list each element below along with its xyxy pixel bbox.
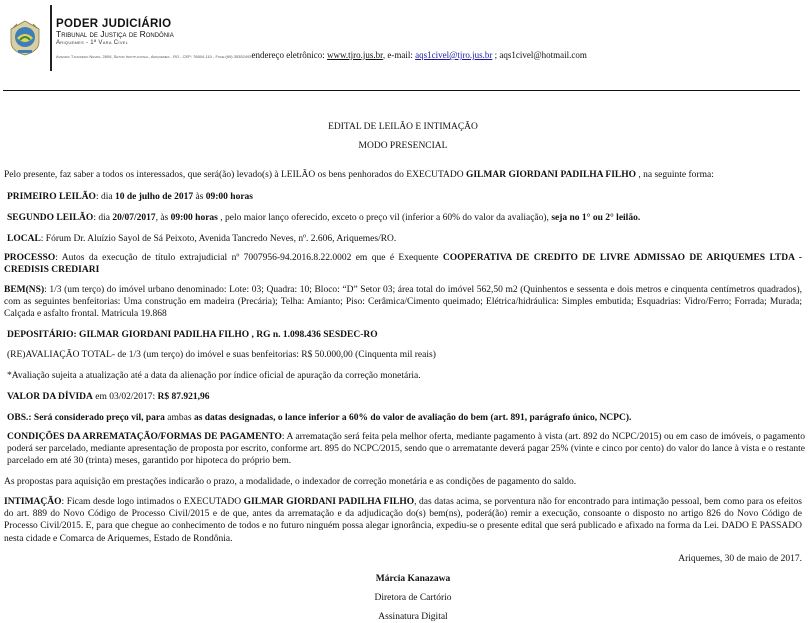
letterhead	[0, 0, 810, 80]
condicoes-paragraph: CONDIÇÕES DA ARREMATAÇÃO/FORMAS DE PAGAMENTO: A arrematação será feita pela melhor oferta, mediante pagamento à vista (art. 892 do NCPC/2015) ou em caso de imóveis, o pagamento poderá ser parcelado, mediante apresentação de proposta por escrito, conforme art. 895 do NCPC/2015, sendo que o arrematante deverá pagar 25% (vinte e cinco por cento) do valor do lance à vista e o restante parcelado em até 30 (trinta) meses, garantido por hipoteca do próprio bem.	[7, 431, 805, 467]
local-paragraph: LOCAL: Fórum Dr. Aluízio Sayol de Sá Peixoto, Avenida Tancredo Neves, nº. 2.606, Ariquemes/RO.	[7, 233, 397, 244]
court-address: Avenida Tancredo Neves, 2606, Setor Institucional, Ariquemes - RO - CEP: 76804-110 - Fone:(69) 35352493	[56, 54, 252, 59]
obs-paragraph: OBS.: Será considerado preço vil, para ambas as datas designadas, o lance inferior a 60% do valor de avaliação do bem (art. 891, parágrafo único, NCPC).	[7, 412, 632, 423]
divida-value: R$ 87.921,96	[157, 391, 210, 402]
exequente-name: COOPERATIVA DE CREDITO DE LIVRE ADMISSAO DE ARIQUEMES LTDA - CREDISIS CREDIARI	[4, 252, 803, 275]
bens-paragraph: BEM(NS): 1/3 (um terço) do imóvel urbano denominado: Lote: 03; Quadra: 10; Bloco: “D” Setor 03; área total do imóvel 562,50 m2 (Quinhentos e sessenta e dois metros e cinquenta centímetros quadrados), com as seguintes benfeitorias: Uma construção em madeira (Precária); Telha: Amianto; Piso: Cerâmica/Cimento queimado; Elétrica/hidráulica: Simples embutida; Esquadrias: Vidro/Ferro; Forrada; Murada; Calçada e asfalto frontal. Matricula 19.868	[4, 284, 802, 320]
primeiro-leilao: PRIMEIRO LEILÃO: dia 10 de julho de 2017 às 09:00 horas	[7, 191, 253, 202]
header-divider	[50, 5, 52, 71]
signer-name: Márcia Kanazawa	[375, 573, 451, 584]
signature-type: Assinatura Digital	[378, 611, 448, 622]
executado-name: GILMAR GIORDANI PADILHA FILHO	[465, 169, 637, 180]
propostas-paragraph: As propostas para aquisição em prestações indicarão o prazo, a modalidade, o indexador de correção monetária e as condições de pagamento do saldo.	[4, 476, 577, 487]
email-label: , e-mail:	[382, 50, 416, 60]
segundo-leilao: SEGUNDO LEILÃO: dia 20/07/2017, às 09:00 horas , pelo maior lanço oferecido, exceto o preço vil (inferior a 60% do valor da avaliação), seja no 1° ou 2° leilão.	[7, 212, 641, 223]
depositario-paragraph: DEPOSITÁRIO: GILMAR GIORDANI PADILHA FILHO , RG n. 1.098.436 SESDEC-RO	[7, 329, 378, 340]
document-title: EDITAL DE LEILÃO E INTIMAÇÃO	[328, 122, 478, 132]
document-subtitle: MODO PRESENCIAL	[358, 141, 448, 151]
institution-name: PODER JUDICIÁRIO	[56, 18, 172, 30]
header-rule	[3, 90, 800, 91]
division-name: Ariquemes - 1ª Vara Cível	[56, 40, 129, 46]
intro-paragraph: Pelo presente, faz saber a todos os interessados, que será(ão) levado(s) à LEILÃO os bens penhorados do EXECUTADO GILMAR GIORDANI PADILHA FILHO , na seguinte forma:	[4, 169, 714, 180]
email-separator: ;	[492, 50, 500, 60]
website-link[interactable]: www.tjro.jus.br	[327, 50, 383, 60]
contact-prefix: endereço eletrônico:	[251, 50, 328, 60]
email-primary-link[interactable]: aqs1civel@tjro.jus.br	[415, 50, 493, 60]
avaliacao-paragraph: (RE)AVALIAÇÃO TOTAL- de 1/3 (um terço) do imóvel e suas benfeitorias: R$ 50.000,00 (Cinquenta mil reais)	[7, 349, 436, 360]
email-secondary: aqs1civel@hotmail.com	[499, 50, 587, 60]
signer-role: Diretora de Cartório	[374, 592, 452, 603]
divida-paragraph: VALOR DA DÍVIDA em 03/02/2017: R$ 87.921,96	[7, 391, 210, 402]
avaliacao-note: *Avaliação sujeita a atualização até a data da alienação por índice oficial de apuração da correção monetária.	[7, 370, 421, 381]
coat-of-arms-icon	[8, 20, 42, 56]
place-date: Ariquemes, 30 de maio de 2017.	[678, 553, 802, 564]
intimacao-paragraph: INTIMAÇÃO: Ficam desde logo intimados o EXECUTADO GILMAR GIORDANI PADILHA FILHO, das datas acima, se porventura não for encontrado para intimação pessoal, bem como para os efeitos do art. 889 do Novo Código de Processo Civil/2015 e de que, antes da arrematação e da adjudicação do(s) bem(ns), poderá(ão) remir a execução, consoante o disposto no artigo 826 do Novo Código de Processo Civil/2015. E, para que chegue ao conhecimento de todos e no futuro ninguém possa alegar ignorância, expediu-se o presente edital que será publicado e afixado na forma da Lei. DADO E PASSADO nesta cidade e Comarca de Ariquemes, Estado de Rondônia.	[4, 496, 802, 544]
processo-paragraph: PROCESSO: Autos da execução de título extrajudicial nº 7007956-94.2016.8.22.0002 em que é Exequente COOPERATIVA DE CREDITO DE LIVRE ADMISSAO DE ARIQUEMES LTDA - CREDISIS CREDIARI	[4, 252, 803, 275]
court-name: Tribunal de Justiça de Rondônia	[56, 29, 174, 39]
